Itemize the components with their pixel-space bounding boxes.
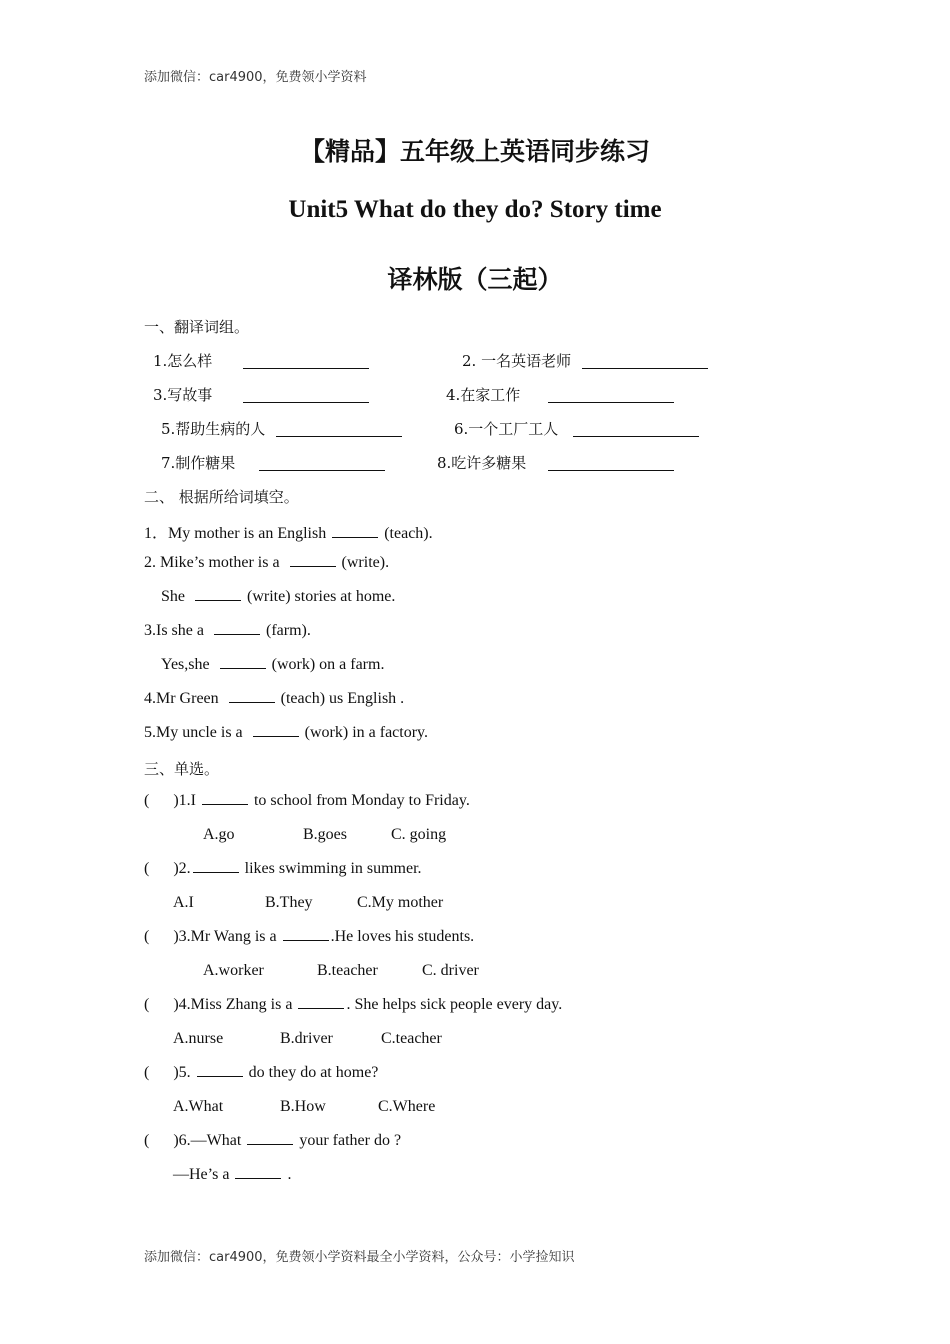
translate-item-7: 7.制作糖果 [161,454,236,472]
answer-blank[interactable] [220,667,266,669]
question-6: ( )6.—What your father do ? [144,1132,402,1149]
option-b[interactable]: B.goes [303,826,347,843]
fill-line-3: She (write) stories at home. [161,588,396,605]
answer-blank[interactable] [573,435,699,437]
option-a[interactable]: A.worker [203,962,264,979]
answer-blank[interactable] [332,536,378,538]
option-a[interactable]: A.I [173,894,194,911]
translate-item-1: 1.怎么样 [153,352,213,370]
option-b[interactable]: B.teacher [317,962,378,979]
question-5: ( )5. do they do at home? [144,1064,379,1081]
fill-line-4: 3.Is she a (farm). [144,622,311,639]
question-3: ( )3.Mr Wang is a .He loves his students. [144,928,475,945]
option-a[interactable]: A.nurse [173,1030,224,1047]
option-c[interactable]: C.My mother [357,894,444,911]
section2-heading: 二、 根据所给词填空。 [144,488,299,506]
answer-blank[interactable] [290,565,336,567]
fill-line-5: Yes,she (work) on a farm. [161,656,385,673]
answer-blank[interactable] [243,401,369,403]
answer-blank[interactable] [276,435,402,437]
question-6-reply: —He’s a . [173,1166,292,1183]
page-subtitle: Unit5 What do they do? Story time [288,196,662,223]
option-c[interactable]: C. driver [422,962,479,979]
answer-blank[interactable] [548,401,674,403]
translate-item-5: 5.帮助生病的人 [161,420,266,438]
option-a[interactable]: A.What [173,1098,224,1115]
option-c[interactable]: C.Where [378,1098,436,1115]
section1-heading: 一、翻译词组。 [144,318,250,336]
page-title: 【精品】五年级上英语同步练习 [299,139,650,166]
translate-item-4: 4.在家工作 [446,386,521,404]
answer-blank[interactable] [202,803,248,805]
answer-blank[interactable] [214,633,260,635]
fill-line-7: 5.My uncle is a (work) in a factory. [144,724,429,741]
footer-note: 添加微信：car4900，免费领小学资料最全小学资料，公众号：小学捡知识 [144,1250,575,1265]
answer-blank[interactable] [235,1177,281,1179]
answer-blank[interactable] [247,1143,293,1145]
answer-blank[interactable] [253,735,299,737]
question-2: ( )2. likes swimming in summer. [144,860,422,877]
translate-item-8: 8.吃许多糖果 [437,454,527,472]
option-c[interactable]: C. going [391,826,447,843]
answer-blank[interactable] [582,367,708,369]
answer-blank[interactable] [229,701,275,703]
edition-title: 译林版（三起） [387,267,563,294]
fill-line-6: 4.Mr Green (teach) us English . [144,690,405,707]
translate-item-3: 3.写故事 [153,386,213,404]
answer-blank[interactable] [298,1007,344,1009]
header-note: 添加微信：car4900，免费领小学资料 [144,70,367,85]
option-b[interactable]: B.They [265,894,313,911]
answer-blank[interactable] [243,367,369,369]
section3-heading: 三、单选。 [144,760,220,778]
question-4: ( )4.Miss Zhang is a . She helps sick people every day. [144,996,563,1013]
option-a[interactable]: A.go [203,826,235,843]
answer-blank[interactable] [548,469,674,471]
answer-blank[interactable] [195,599,241,601]
answer-blank[interactable] [259,469,385,471]
option-c[interactable]: C.teacher [381,1030,442,1047]
fill-line-1: 1．My mother is an English (teach). [144,525,433,542]
option-b[interactable]: B.How [280,1098,326,1115]
answer-blank[interactable] [197,1075,243,1077]
translate-item-2: 2. 一名英语老师 [462,352,572,370]
translate-item-6: 6.一个工厂工人 [454,420,559,438]
fill-line-2: 2. Mike’s mother is a (write). [144,554,390,571]
answer-blank[interactable] [283,939,329,941]
option-b[interactable]: B.driver [280,1030,333,1047]
answer-blank[interactable] [193,871,239,873]
question-1: ( )1.I to school from Monday to Friday. [144,792,470,809]
